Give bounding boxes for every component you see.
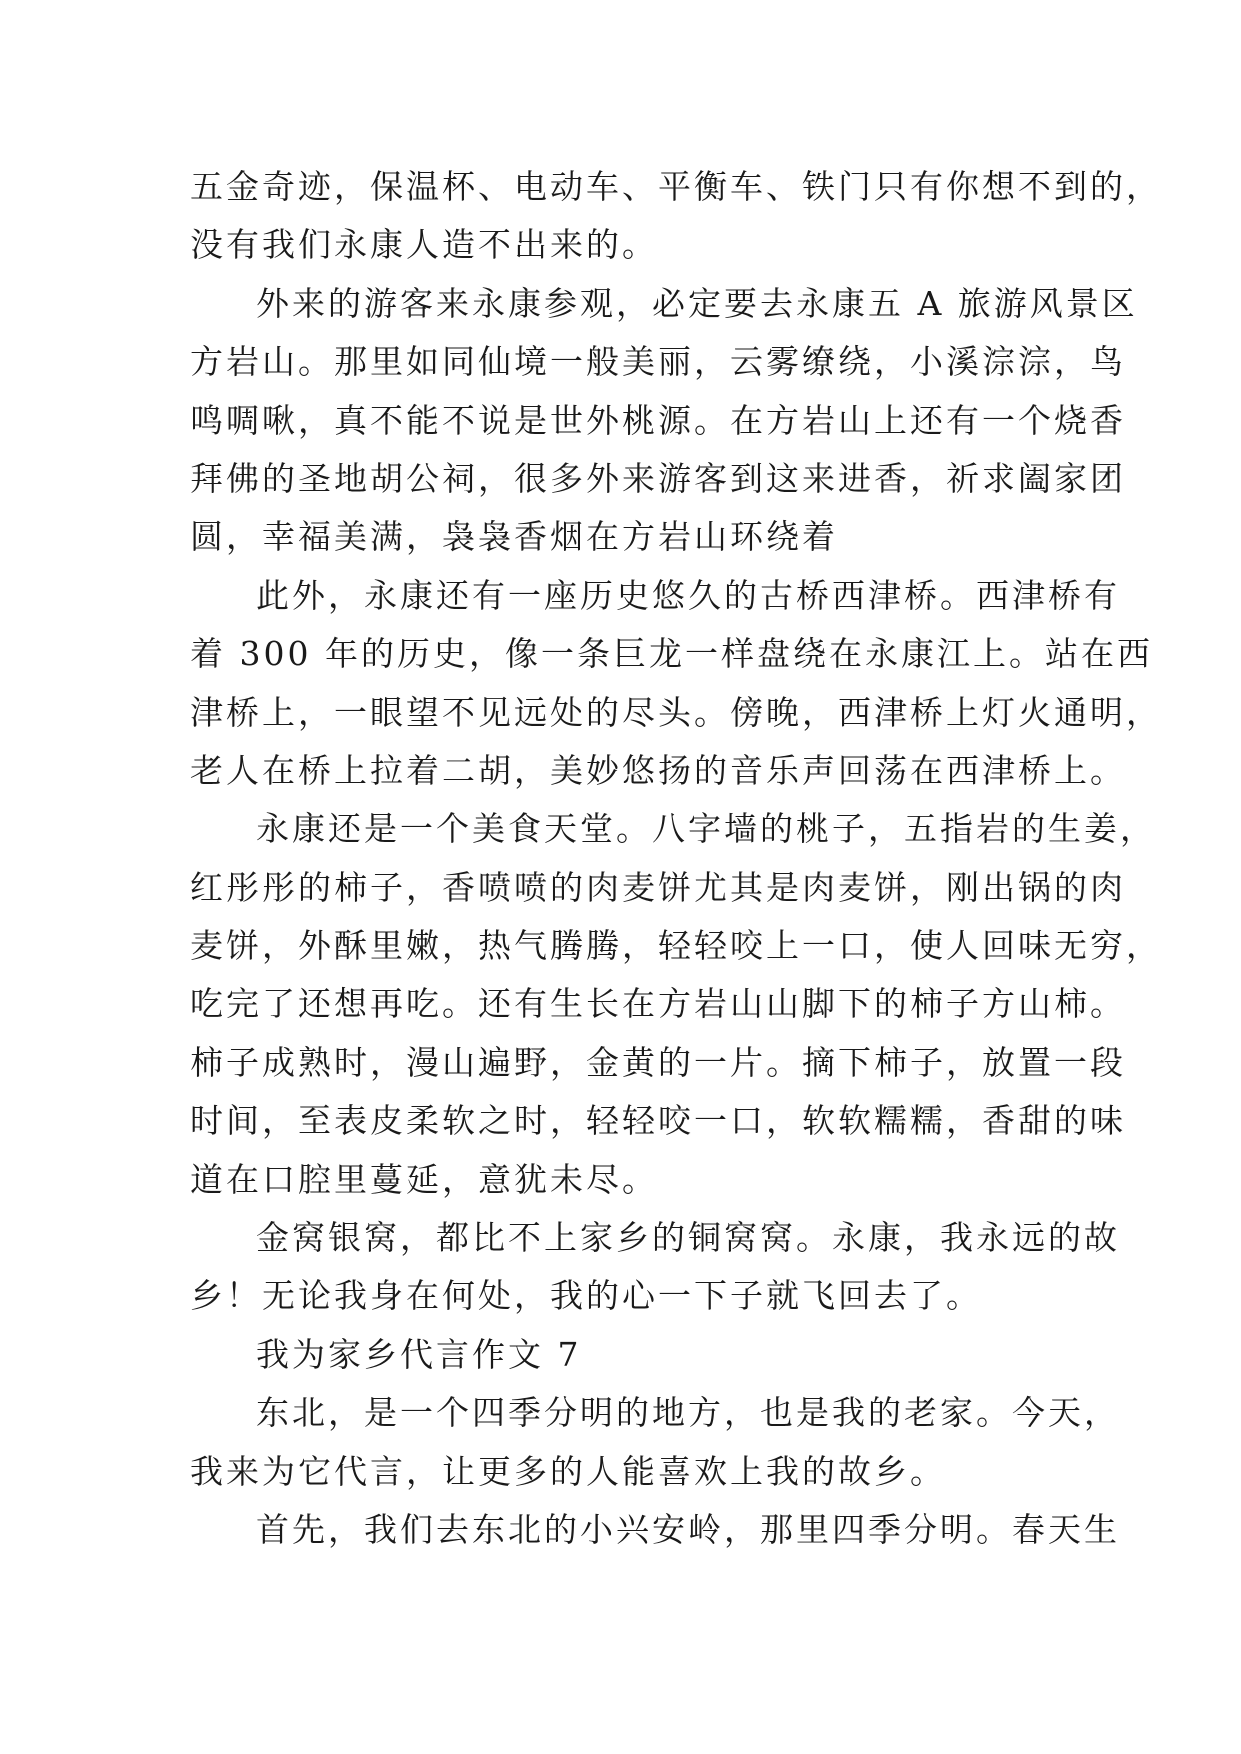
text-line: 吃完了还想再吃。还有生长在方岩山山脚下的柿子方山柿。 [190,984,1126,1024]
text-line: 五金奇迹，保温杯、电动车、平衡车、铁门只有你想不到的， [190,167,1162,206]
text-line: 我来为它代言，让更多的人能喜欢上我的故乡。 [190,1451,946,1491]
text-line: 红彤彤的柿子，香喷喷的肉麦饼尤其是肉麦饼，刚出锅的肉 [190,867,1126,907]
document-body [190,158,1162,1559]
text-line: 着 300 年的历史，像一条巨龙一样盘绕在永康江上。站在西 [190,634,1153,674]
text-line: 津桥上，一眼望不见远处的尽头。傍晚，西津桥上灯火通明， [190,692,1162,732]
text-line: 方岩山。那里如同仙境一般美丽，云雾缭绕，小溪淙淙，鸟 [190,342,1126,382]
section-heading: 我为家乡代言作文 7 [256,1334,582,1374]
text-line: 麦饼，外酥里嫩，热气腾腾，轻轻咬上一口，使人回味无穷， [190,926,1162,966]
text-line: 道在口腔里蔓延，意犹未尽。 [190,1159,658,1199]
paragraph-start-line: 首先，我们去东北的小兴安岭，那里四季分明。春天生 [256,1509,1120,1549]
text-line: 老人在桥上拉着二胡，美妙悠扬的音乐声回荡在西津桥上。 [190,750,1126,790]
text-line: 鸣啁啾，真不能不说是世外桃源。在方岩山上还有一个烧香 [190,400,1126,440]
text-line: 圆，幸福美满，袅袅香烟在方岩山环绕着 [190,517,838,557]
paragraph-start-line: 永康还是一个美食天堂。八字墙的桃子，五指岩的生姜， [256,809,1156,849]
text-line: 拜佛的圣地胡公祠，很多外来游客到这来进香，祈求阖家团 [190,458,1126,498]
text-line: 柿子成熟时，漫山遍野，金黄的一片。摘下柿子，放置一段 [190,1042,1126,1082]
paragraph-start-line: 东北，是一个四季分明的地方，也是我的老家。今天， [256,1393,1120,1433]
text-line: 时间，至表皮柔软之时，轻轻咬一口，软软糯糯，香甜的味 [190,1101,1126,1141]
text-line: 乡！无论我身在何处，我的心一下子就飞回去了。 [190,1276,982,1316]
paragraph-start-line: 外来的游客来永康参观，必定要去永康五 A 旅游风景区 [256,283,1138,323]
text-line: 没有我们永康人造不出来的。 [190,225,658,265]
paragraph-start-line: 此外，永康还有一座历史悠久的古桥西津桥。西津桥有 [256,575,1120,615]
paragraph-start-line: 金窝银窝，都比不上家乡的铜窝窝。永康，我永远的故 [256,1218,1120,1258]
